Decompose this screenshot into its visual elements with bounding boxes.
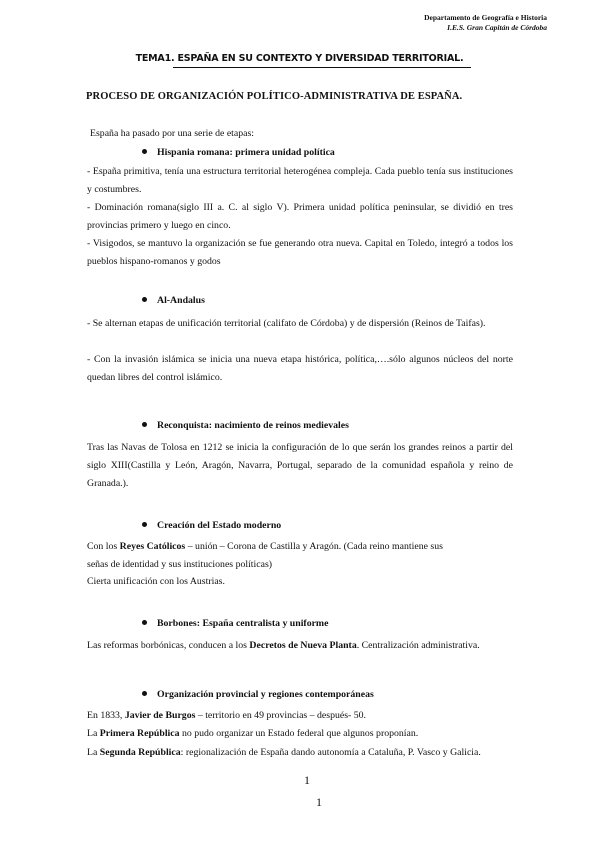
hispania-paragraph-1: - España primitiva, tenía una estructura territorial heterogénea compleja. Cada pueblo tenía sus instituciones y costumbres. [87, 166, 513, 195]
section-reconquista-heading [142, 420, 349, 431]
borbones-paragraph: Las reformas borbónicas, conducen a los Decretos de Nueva Planta. Centralización administrativa. [87, 640, 480, 651]
hispania-paragraph-3: - Visigodos, se mantuvo la organización se fue generando otra nueva. Capital en Toledo, integró a todos los pueblos hispano-romanos y godos [87, 238, 513, 267]
section-hispania-heading [142, 147, 335, 158]
page-title: PROCESO DE ORGANIZACIÓN POLÍTICO-ADMINISTRATIVA DE ESPAÑA. [86, 91, 463, 102]
topic-underline [173, 67, 471, 68]
reconquista-paragraph: Tras las Navas de Tolosa en 1212 se inicia la configuración de lo que serán los grandes reinos a partir del siglo XIII(Castilla y León, Aragón, Navarra, Portugal, separado de la comunidad española y reino de Granada.). [87, 442, 513, 489]
section-alandalus-heading [142, 295, 205, 306]
bullet-icon [142, 297, 147, 302]
estado-line-3: Cierta unificación con los Austrias. [87, 576, 225, 587]
section-reconquista-title: Reconquista: nacimiento de reinos medievales [157, 420, 349, 431]
bullet-icon [142, 522, 147, 527]
section-hispania-title: Hispania romana: primera unidad política [157, 147, 335, 158]
section-alandalus-title: Al-Andalus [157, 295, 205, 306]
hispania-paragraph-2: - Dominación romana(siglo III a. C. al siglo V). Primera unidad política peninsular, se dividió en tres provincias primero y luego en cinco. [87, 202, 513, 231]
section-estado-title: Creación del Estado moderno [157, 520, 282, 531]
section-provincial-heading [142, 689, 374, 700]
header-school: I.E.S. Gran Capitán de Córdoba [447, 23, 547, 32]
bullet-icon [142, 149, 147, 154]
alandalus-paragraph-1: - Se alternan etapas de unificación territorial (califato de Córdoba) y de dispersión (Reinos de Taifas). [87, 318, 486, 329]
section-borbones-heading [142, 618, 328, 629]
estado-line-2: señas de identidad y sus instituciones políticas) [87, 559, 273, 570]
section-borbones-title: Borbones: España centralista y uniforme [157, 618, 329, 629]
topic-title: TEMA1. ESPAÑA EN SU CONTEXTO Y DIVERSIDAD TERRITORIAL. [135, 53, 464, 64]
bullet-icon [142, 691, 147, 696]
section-provincial-title: Organización provincial y regiones contemporáneas [157, 689, 374, 700]
bullet-icon [142, 422, 147, 427]
estado-line-1: Con los Reyes Católicos – unión – Corona de Castilla y Aragón. (Cada reino mantiene sus [87, 541, 443, 552]
provincial-line-2: La Primera República no pudo organizar un Estado federal que algunos proponían. [87, 728, 419, 739]
page-number-inner: 1 [304, 773, 310, 787]
header-department: Departamento de Geografía e Historia [424, 13, 547, 22]
provincial-line-1: En 1833, Javier de Burgos – territorio en 49 provincias – después- 50. [87, 710, 366, 721]
bullet-icon [142, 620, 147, 625]
intro-text: España ha pasado por una serie de etapas: [90, 128, 255, 139]
page-number-outer: 1 [316, 795, 322, 809]
provincial-paragraph-3: La Segunda República: regionalización de España dando autonomía a Cataluña, P. Vasco y Galicia. [87, 747, 481, 758]
alandalus-paragraph-2: - Con la invasión islámica se inicia una nueva etapa histórica, política,….sólo algunos núcleos del norte quedan libres del control islámico. [87, 354, 513, 383]
section-estado-heading [142, 520, 281, 531]
